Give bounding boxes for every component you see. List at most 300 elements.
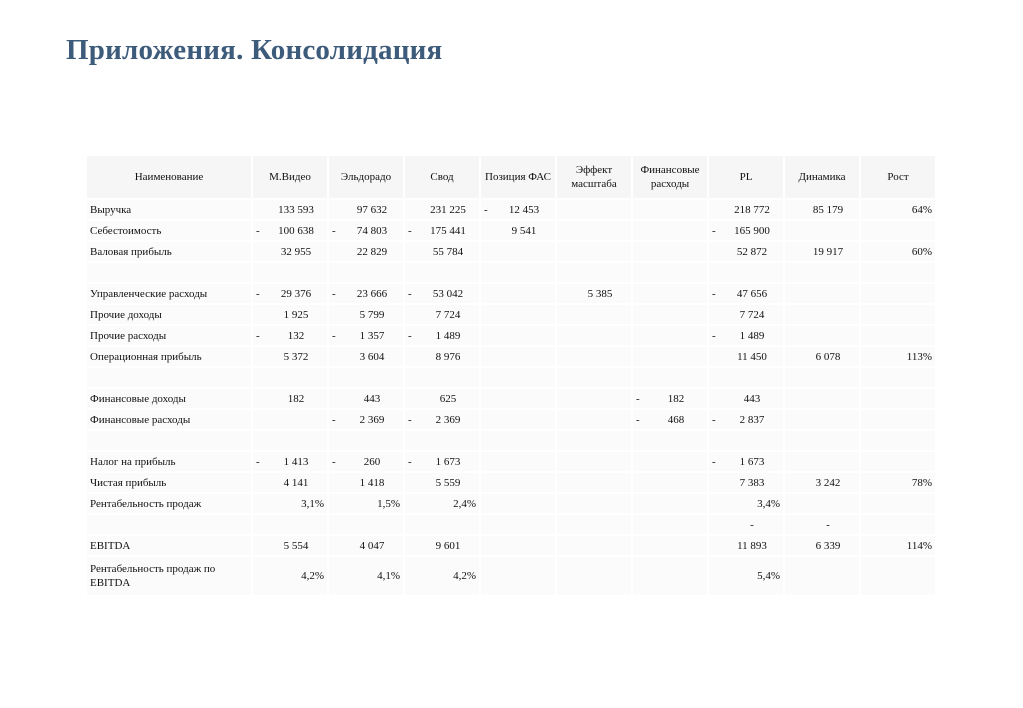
cell-value: 165 900: [734, 224, 770, 237]
cell-eldorado: [328, 241, 404, 262]
row-label: EBITDA: [86, 535, 252, 556]
cell-svod: [404, 283, 480, 304]
consolidation-table: [85, 154, 937, 597]
cell-fas: [480, 535, 556, 556]
cell-value: 85 179: [812, 203, 844, 216]
cell-pl: [708, 241, 784, 262]
cell-growth: [860, 514, 936, 535]
cell-fas: [480, 493, 556, 514]
cell-value: 6 078: [815, 350, 841, 363]
cell-value: 1 673: [739, 455, 765, 468]
table-row: [86, 241, 936, 262]
cell-value: 47 656: [736, 287, 768, 300]
cell-dynamics: [784, 514, 860, 535]
cell-mvideo: [252, 325, 328, 346]
column-header-scale: Эффект масштаба: [556, 155, 632, 199]
cell-value: 7 724: [435, 308, 461, 321]
row-label: Выручка: [86, 199, 252, 220]
cell-value: 74 803: [356, 224, 388, 237]
cell-pl: [708, 535, 784, 556]
negative-sign: -: [408, 224, 412, 237]
cell-eldorado: [328, 304, 404, 325]
cell-pl: [708, 472, 784, 493]
cell-value: 4 047: [359, 539, 385, 552]
cell-mvideo: [252, 535, 328, 556]
cell-value: -: [826, 518, 830, 531]
negative-sign: -: [408, 413, 412, 426]
cell-value: 7 383: [739, 476, 765, 489]
cell-mvideo: [252, 262, 328, 283]
table-row: [86, 493, 936, 514]
cell-fas: [480, 325, 556, 346]
column-header-finexp: Финансовые расходы: [632, 155, 708, 199]
cell-svod: [404, 325, 480, 346]
cell-scale: [556, 430, 632, 451]
cell-finexp: [632, 409, 708, 430]
cell-mvideo: [252, 346, 328, 367]
cell-scale: [556, 304, 632, 325]
cell-fas: [480, 514, 556, 535]
cell-value: 1 418: [359, 476, 385, 489]
cell-svod: [404, 367, 480, 388]
cell-eldorado: [328, 451, 404, 472]
cell-value: -: [750, 518, 754, 531]
cell-svod: [404, 451, 480, 472]
row-label: Прочие доходы: [86, 304, 252, 325]
cell-pl: [708, 325, 784, 346]
cell-dynamics: [784, 346, 860, 367]
cell-dynamics: [784, 451, 860, 472]
cell-dynamics: [784, 325, 860, 346]
cell-dynamics: [784, 535, 860, 556]
cell-growth: [860, 388, 936, 409]
cell-value: 60%: [911, 245, 932, 258]
cell-scale: [556, 346, 632, 367]
cell-pl: [708, 367, 784, 388]
cell-growth: [860, 409, 936, 430]
cell-svod: [404, 304, 480, 325]
cell-scale: [556, 409, 632, 430]
cell-value: 22 829: [356, 245, 388, 258]
cell-svod: [404, 346, 480, 367]
cell-dynamics: [784, 388, 860, 409]
cell-finexp: [632, 472, 708, 493]
cell-value: 78%: [911, 476, 932, 489]
negative-sign: -: [712, 287, 716, 300]
negative-sign: -: [712, 224, 716, 237]
cell-finexp: [632, 325, 708, 346]
row-label: Чистая прибыль: [86, 472, 252, 493]
cell-pl: [708, 262, 784, 283]
row-label: Налог на прибыль: [86, 451, 252, 472]
column-header-pl: PL: [708, 155, 784, 199]
cell-mvideo: [252, 556, 328, 596]
cell-value: 625: [439, 392, 457, 405]
cell-value: 6 339: [815, 539, 841, 552]
table-row: [86, 409, 936, 430]
cell-dynamics: [784, 283, 860, 304]
cell-eldorado: [328, 262, 404, 283]
negative-sign: -: [408, 287, 412, 300]
cell-mvideo: [252, 220, 328, 241]
cell-finexp: [632, 346, 708, 367]
negative-sign: -: [636, 413, 640, 426]
negative-sign: -: [712, 329, 716, 342]
cell-svod: [404, 535, 480, 556]
cell-mvideo: [252, 304, 328, 325]
cell-value: 5 372: [283, 350, 309, 363]
cell-fas: [480, 388, 556, 409]
cell-growth: [860, 241, 936, 262]
cell-fas: [480, 409, 556, 430]
cell-pl: [708, 430, 784, 451]
cell-scale: [556, 514, 632, 535]
cell-dynamics: [784, 220, 860, 241]
cell-scale: [556, 472, 632, 493]
cell-finexp: [632, 430, 708, 451]
cell-pl: [708, 409, 784, 430]
cell-svod: [404, 472, 480, 493]
cell-svod: [404, 430, 480, 451]
cell-value: 5 385: [587, 287, 613, 300]
cell-finexp: [632, 535, 708, 556]
table-row: [86, 472, 936, 493]
negative-sign: -: [332, 413, 336, 426]
cell-svod: [404, 220, 480, 241]
cell-fas: [480, 241, 556, 262]
cell-scale: [556, 220, 632, 241]
negative-sign: -: [712, 413, 716, 426]
cell-value: 5 554: [283, 539, 309, 552]
cell-scale: [556, 388, 632, 409]
cell-fas: [480, 367, 556, 388]
cell-svod: [404, 556, 480, 596]
table-row: [86, 346, 936, 367]
cell-eldorado: [328, 535, 404, 556]
table-row: [86, 514, 936, 535]
cell-scale: [556, 367, 632, 388]
row-label: Управленческие расходы: [86, 283, 252, 304]
cell-value: 175 441: [430, 224, 466, 237]
cell-value: 3 604: [359, 350, 385, 363]
cell-svod: [404, 493, 480, 514]
cell-mvideo: [252, 367, 328, 388]
cell-growth: [860, 262, 936, 283]
negative-sign: -: [332, 455, 336, 468]
cell-dynamics: [784, 262, 860, 283]
cell-value: 260: [363, 455, 381, 468]
cell-pl: [708, 388, 784, 409]
cell-value: 12 453: [508, 203, 540, 216]
cell-value: 133 593: [278, 203, 314, 216]
negative-sign: -: [332, 329, 336, 342]
cell-value: 182: [667, 392, 685, 405]
cell-value: 4,2%: [453, 570, 476, 582]
table-row: [86, 283, 936, 304]
cell-eldorado: [328, 199, 404, 220]
cell-finexp: [632, 514, 708, 535]
cell-growth: [860, 367, 936, 388]
cell-eldorado: [328, 514, 404, 535]
cell-dynamics: [784, 367, 860, 388]
cell-growth: [860, 325, 936, 346]
cell-finexp: [632, 451, 708, 472]
row-label: [86, 514, 252, 535]
cell-eldorado: [328, 283, 404, 304]
page-title: Приложения. Консолидация: [66, 34, 443, 66]
negative-sign: -: [484, 203, 488, 216]
cell-pl: [708, 283, 784, 304]
cell-value: 1 489: [435, 329, 461, 342]
cell-svod: [404, 199, 480, 220]
cell-dynamics: [784, 472, 860, 493]
cell-dynamics: [784, 430, 860, 451]
cell-dynamics: [784, 304, 860, 325]
cell-value: 1 925: [283, 308, 309, 321]
row-label: Операционная прибыль: [86, 346, 252, 367]
table-row: [86, 220, 936, 241]
cell-fas: [480, 220, 556, 241]
cell-mvideo: [252, 472, 328, 493]
column-header-mvideo: М.Видео: [252, 155, 328, 199]
cell-value: 9 541: [511, 224, 537, 237]
cell-growth: [860, 346, 936, 367]
cell-value: 97 632: [356, 203, 388, 216]
table-row: [86, 262, 936, 283]
cell-growth: [860, 556, 936, 596]
cell-eldorado: [328, 493, 404, 514]
cell-growth: [860, 304, 936, 325]
cell-svod: [404, 241, 480, 262]
cell-fas: [480, 556, 556, 596]
row-label: Рентабельность продаж по EBITDA: [86, 556, 252, 596]
cell-scale: [556, 283, 632, 304]
cell-growth: [860, 451, 936, 472]
cell-value: 29 376: [280, 287, 312, 300]
row-label: Финансовые расходы: [86, 409, 252, 430]
cell-fas: [480, 346, 556, 367]
table-row: [86, 367, 936, 388]
cell-fas: [480, 430, 556, 451]
cell-svod: [404, 262, 480, 283]
column-header-dynamics: Динамика: [784, 155, 860, 199]
cell-dynamics: [784, 556, 860, 596]
cell-mvideo: [252, 409, 328, 430]
column-header-eldorado: Эльдорадо: [328, 155, 404, 199]
cell-growth: [860, 472, 936, 493]
cell-dynamics: [784, 409, 860, 430]
table-row: [86, 388, 936, 409]
cell-mvideo: [252, 241, 328, 262]
cell-value: 4 141: [283, 476, 309, 489]
table-row: [86, 535, 936, 556]
cell-eldorado: [328, 409, 404, 430]
cell-growth: [860, 283, 936, 304]
table-row: [86, 325, 936, 346]
negative-sign: -: [256, 329, 260, 342]
cell-eldorado: [328, 325, 404, 346]
cell-fas: [480, 262, 556, 283]
cell-value: 443: [743, 392, 761, 405]
cell-value: 114%: [906, 539, 932, 552]
cell-value: 2 369: [435, 413, 461, 426]
cell-value: 1 357: [359, 329, 385, 342]
cell-value: 1 413: [283, 455, 309, 468]
cell-eldorado: [328, 556, 404, 596]
negative-sign: -: [408, 329, 412, 342]
cell-value: 32 955: [280, 245, 312, 258]
cell-growth: [860, 493, 936, 514]
column-header-fas: Позиция ФАС: [480, 155, 556, 199]
cell-fas: [480, 451, 556, 472]
cell-value: 8 976: [435, 350, 461, 363]
cell-value: 53 042: [432, 287, 464, 300]
cell-mvideo: [252, 199, 328, 220]
cell-dynamics: [784, 493, 860, 514]
cell-fas: [480, 283, 556, 304]
table-row: [86, 451, 936, 472]
cell-dynamics: [784, 241, 860, 262]
cell-scale: [556, 325, 632, 346]
cell-pl: [708, 220, 784, 241]
cell-finexp: [632, 367, 708, 388]
column-header-name: Наименование: [86, 155, 252, 199]
cell-value: 11 450: [737, 350, 767, 363]
cell-value: 52 872: [736, 245, 768, 258]
cell-value: 468: [667, 413, 685, 426]
column-header-svod: Свод: [404, 155, 480, 199]
cell-value: 23 666: [356, 287, 388, 300]
cell-scale: [556, 451, 632, 472]
cell-eldorado: [328, 367, 404, 388]
row-label: Финансовые доходы: [86, 388, 252, 409]
cell-value: 4,1%: [377, 570, 400, 582]
cell-eldorado: [328, 346, 404, 367]
cell-value: 2,4%: [453, 497, 476, 510]
table-row: [86, 556, 936, 596]
negative-sign: -: [256, 287, 260, 300]
cell-svod: [404, 388, 480, 409]
cell-value: 11 893: [737, 539, 767, 552]
cell-dynamics: [784, 199, 860, 220]
cell-eldorado: [328, 472, 404, 493]
cell-value: 3 242: [815, 476, 841, 489]
row-label: [86, 430, 252, 451]
cell-value: 5,4%: [757, 570, 780, 582]
cell-scale: [556, 262, 632, 283]
cell-value: 2 837: [739, 413, 765, 426]
cell-scale: [556, 493, 632, 514]
cell-finexp: [632, 220, 708, 241]
cell-value: 443: [363, 392, 381, 405]
cell-value: 55 784: [432, 245, 464, 258]
negative-sign: -: [712, 455, 716, 468]
cell-value: 100 638: [278, 224, 314, 237]
cell-value: 19 917: [812, 245, 844, 258]
cell-value: 1,5%: [377, 497, 400, 510]
cell-finexp: [632, 241, 708, 262]
cell-value: 1 673: [435, 455, 461, 468]
cell-mvideo: [252, 451, 328, 472]
negative-sign: -: [256, 224, 260, 237]
cell-growth: [860, 430, 936, 451]
negative-sign: -: [408, 455, 412, 468]
row-label: Прочие расходы: [86, 325, 252, 346]
cell-svod: [404, 409, 480, 430]
cell-mvideo: [252, 283, 328, 304]
cell-svod: [404, 514, 480, 535]
cell-growth: [860, 199, 936, 220]
cell-pl: [708, 493, 784, 514]
cell-mvideo: [252, 514, 328, 535]
cell-value: 231 225: [430, 203, 466, 216]
cell-pl: [708, 556, 784, 596]
table-row: [86, 430, 936, 451]
cell-value: 1 489: [739, 329, 765, 342]
cell-finexp: [632, 556, 708, 596]
cell-pl: [708, 199, 784, 220]
cell-value: 9 601: [435, 539, 461, 552]
cell-growth: [860, 220, 936, 241]
cell-fas: [480, 472, 556, 493]
cell-scale: [556, 556, 632, 596]
cell-value: 3,1%: [301, 497, 324, 510]
row-label: [86, 262, 252, 283]
cell-finexp: [632, 304, 708, 325]
cell-growth: [860, 535, 936, 556]
column-header-growth: Рост: [860, 155, 936, 199]
cell-mvideo: [252, 430, 328, 451]
cell-finexp: [632, 199, 708, 220]
cell-scale: [556, 199, 632, 220]
cell-scale: [556, 535, 632, 556]
cell-value: 5 799: [359, 308, 385, 321]
cell-finexp: [632, 388, 708, 409]
cell-value: 113%: [906, 350, 932, 363]
cell-eldorado: [328, 430, 404, 451]
cell-finexp: [632, 493, 708, 514]
cell-pl: [708, 451, 784, 472]
cell-value: 218 772: [734, 203, 770, 216]
cell-value: 182: [287, 392, 305, 405]
cell-scale: [556, 241, 632, 262]
row-label: Рентабельность продаж: [86, 493, 252, 514]
negative-sign: -: [332, 224, 336, 237]
cell-value: 132: [287, 329, 305, 342]
header-row: [86, 155, 936, 199]
row-label: Себестоимость: [86, 220, 252, 241]
cell-finexp: [632, 283, 708, 304]
cell-fas: [480, 304, 556, 325]
cell-value: 7 724: [739, 308, 765, 321]
cell-eldorado: [328, 388, 404, 409]
row-label: [86, 367, 252, 388]
table-row: [86, 304, 936, 325]
cell-pl: [708, 514, 784, 535]
cell-pl: [708, 304, 784, 325]
cell-eldorado: [328, 220, 404, 241]
cell-fas: [480, 199, 556, 220]
cell-value: 5 559: [435, 476, 461, 489]
negative-sign: -: [636, 392, 640, 405]
cell-finexp: [632, 262, 708, 283]
cell-mvideo: [252, 388, 328, 409]
negative-sign: -: [332, 287, 336, 300]
cell-value: 2 369: [359, 413, 385, 426]
negative-sign: -: [256, 455, 260, 468]
cell-value: 64%: [911, 203, 932, 216]
cell-mvideo: [252, 493, 328, 514]
